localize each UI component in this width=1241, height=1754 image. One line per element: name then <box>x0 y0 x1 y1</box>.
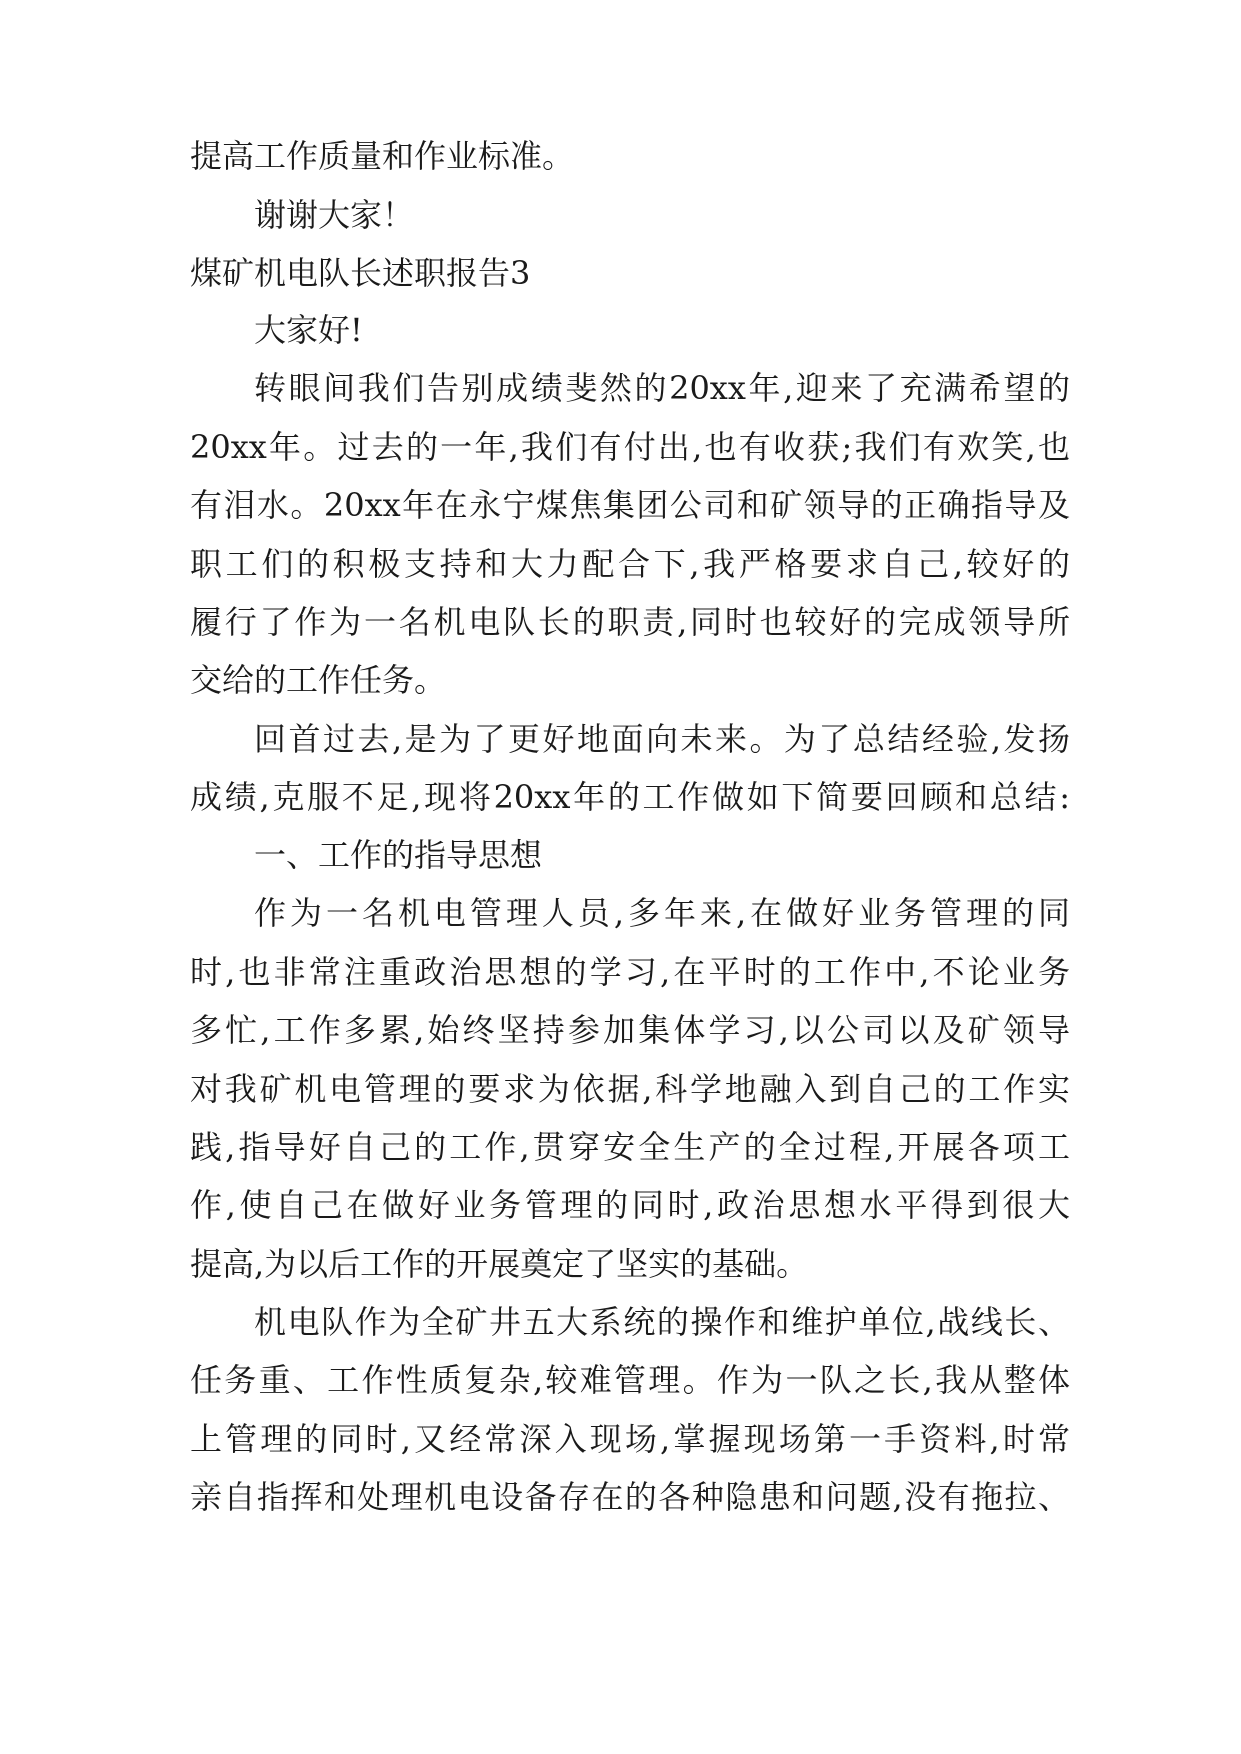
text-line: 有泪水。20xx年在永宁煤焦集团公司和矿领导的正确指导及 <box>190 486 1070 524</box>
text-line: 回首过去,是为了更好地面向未来。为了总结经验,发扬 <box>254 720 1070 758</box>
text-line: 上管理的同时,又经常深入现场,掌握现场第一手资料,时常 <box>190 1420 1070 1458</box>
text-line: 大家好! <box>254 311 363 349</box>
text-line: 机电队作为全矿井五大系统的操作和维护单位,战线长、 <box>254 1303 1070 1341</box>
text-line: 对我矿机电管理的要求为依据,科学地融入到自己的工作实 <box>190 1070 1070 1108</box>
text-line: 亲自指挥和处理机电设备存在的各种隐患和问题,没有拖拉、 <box>190 1478 1070 1516</box>
text-line: 提高,为以后工作的开展奠定了坚实的基础。 <box>190 1245 809 1283</box>
text-line: 20xx年。过去的一年,我们有付出,也有收获;我们有欢笑,也 <box>190 428 1070 466</box>
text-line: 作为一名机电管理人员,多年来,在做好业务管理的同 <box>254 894 1070 932</box>
section-heading: 煤矿机电队长述职报告3 <box>190 254 531 292</box>
text-line: 践,指导好自己的工作,贯穿安全生产的全过程,开展各项工 <box>190 1128 1070 1166</box>
subsection-heading: 一、工作的指导思想 <box>254 836 543 874</box>
text-line: 交给的工作任务。 <box>190 661 447 699</box>
text-line: 任务重、工作性质复杂,较难管理。作为一队之长,我从整体 <box>190 1361 1070 1399</box>
text-line: 提高工作质量和作业标准。 <box>190 137 575 175</box>
text-line: 转眼间我们告别成绩斐然的20xx年,迎来了充满希望的 <box>254 369 1070 407</box>
text-line: 时,也非常注重政治思想的学习,在平时的工作中,不论业务 <box>190 953 1070 991</box>
text-line: 多忙,工作多累,始终坚持参加集体学习,以公司以及矿领导 <box>190 1011 1070 1049</box>
text-line: 作,使自己在做好业务管理的同时,政治思想水平得到很大 <box>190 1186 1070 1224</box>
text-line: 成绩,克服不足,现将20xx年的工作做如下简要回顾和总结: <box>190 778 1070 816</box>
text-line: 履行了作为一名机电队长的职责,同时也较好的完成领导所 <box>190 603 1070 641</box>
text-line: 谢谢大家！ <box>254 196 415 234</box>
text-line: 职工们的积极支持和大力配合下,我严格要求自己,较好的 <box>190 545 1070 583</box>
